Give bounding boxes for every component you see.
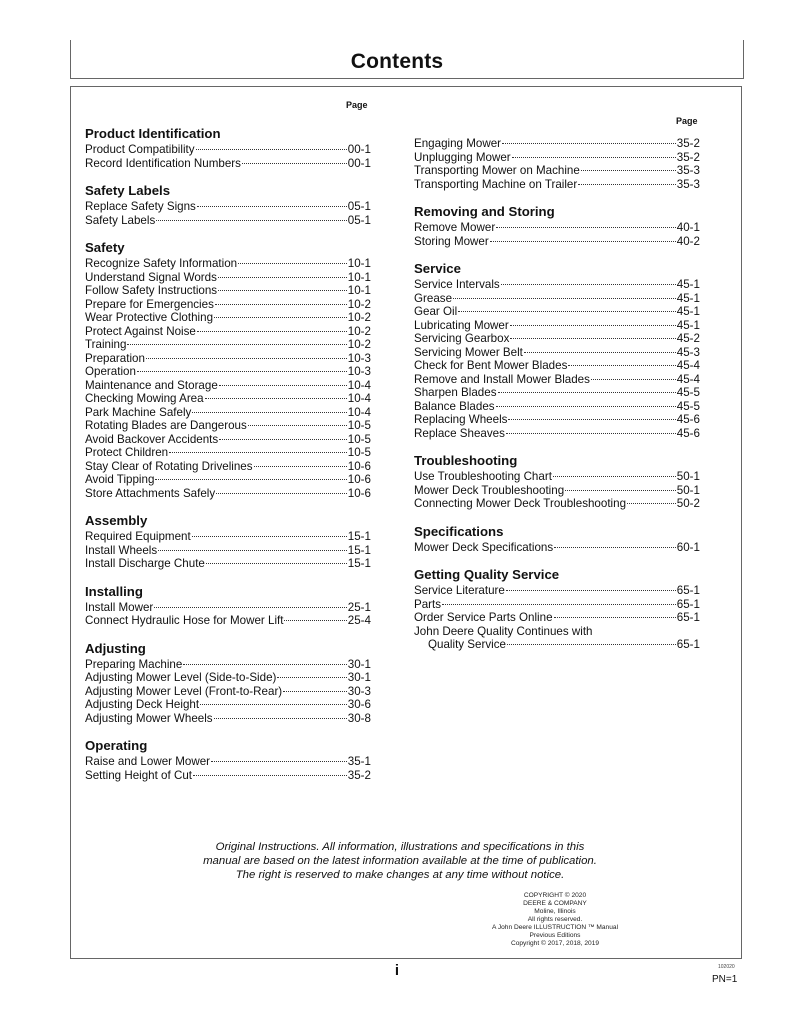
toc-entry-page: 10-2 [347, 311, 371, 324]
dot-leader [214, 317, 347, 318]
dot-leader [565, 490, 676, 491]
toc-entry-page: 45-1 [676, 278, 700, 291]
toc-entry[interactable] [85, 284, 371, 298]
toc-entry[interactable] [85, 406, 371, 420]
dot-leader [155, 479, 346, 480]
toc-entry-page: 30-6 [347, 698, 371, 711]
dot-leader [238, 263, 347, 264]
toc-entry-label: Recognize Safety Information [85, 257, 238, 270]
toc-entry[interactable] [414, 164, 700, 178]
toc-entry-page: 30-3 [347, 684, 371, 698]
toc-entry[interactable] [414, 359, 700, 373]
dot-leader [219, 439, 347, 440]
toc-entry-page: 25-1 [347, 600, 371, 614]
toc-entry[interactable] [85, 143, 371, 157]
dot-leader [510, 338, 675, 339]
toc-entry-label: Avoid Backover Accidents [85, 432, 219, 446]
toc-entry-page: 35-2 [676, 137, 700, 150]
toc-entry-label: Lubricating Mower [414, 318, 509, 332]
toc-section [414, 567, 700, 652]
toc-entry-page: 35-3 [676, 177, 700, 191]
toc-entry-page: 45-6 [676, 426, 700, 440]
toc-entry[interactable] [85, 671, 371, 685]
toc-entry-page: 15-1 [347, 530, 371, 543]
toc-entry-page: 35-3 [676, 164, 700, 177]
toc-entry-label: Preparation [85, 351, 145, 365]
toc-entry-page: 30-1 [347, 671, 371, 684]
dot-leader [218, 277, 347, 278]
dot-leader [496, 227, 676, 228]
dot-leader [284, 620, 346, 621]
toc-entry[interactable] [414, 386, 700, 400]
toc-entry-page: 50-2 [676, 497, 700, 510]
toc-section [85, 126, 371, 170]
copyright-line: A John Deere ILLUSTRUCTION ™ Manual [491, 924, 619, 931]
toc-entry-page: 05-1 [347, 200, 371, 213]
toc-entry-page: 10-3 [347, 365, 371, 378]
toc-entry[interactable] [414, 319, 700, 333]
toc-entry-page: 10-1 [347, 270, 371, 284]
dot-leader [553, 476, 676, 477]
toc-entry-page: 50-1 [676, 483, 700, 497]
toc-entry[interactable] [414, 137, 700, 151]
dot-leader [137, 371, 347, 372]
dot-leader [216, 493, 347, 494]
toc-entry-label: Product Compatibility [85, 143, 195, 156]
dot-leader [490, 241, 676, 242]
toc-section [85, 513, 371, 571]
page-column-label-left: Page [346, 100, 368, 110]
toc-entry-page: 10-1 [347, 284, 371, 297]
toc-entry-label: Preparing Machine [85, 657, 183, 671]
dot-leader [211, 761, 347, 762]
toc-entry[interactable] [414, 292, 700, 306]
section-heading: Product Identification [85, 126, 221, 141]
toc-entry-label: Balance Blades [414, 399, 495, 413]
toc-entry-page: 50-1 [676, 470, 700, 483]
toc-entry-label: Storing Mower [414, 234, 489, 248]
page-column-label-right: Page [676, 116, 698, 126]
section-heading: Troubleshooting [414, 453, 518, 468]
toc-entry-label: Record Identification Numbers [85, 156, 241, 170]
toc-entry-label: Follow Safety Instructions [85, 284, 218, 297]
notice-line: Original Instructions. All information, illustrations and specifications in this [215, 841, 585, 853]
notice-line: The right is reserved to make changes at any time without notice. [235, 869, 565, 881]
toc-entry[interactable] [85, 365, 371, 379]
toc-entry-label: Understand Signal Words [85, 270, 217, 284]
toc-entry-page: 45-5 [676, 386, 700, 399]
dot-leader [192, 412, 346, 413]
toc-entry[interactable] [414, 221, 700, 235]
dot-leader [156, 220, 347, 221]
dot-leader [158, 550, 347, 551]
dot-leader [506, 433, 676, 434]
toc-entry-page: 05-1 [347, 213, 371, 227]
toc-entry[interactable] [414, 346, 700, 360]
toc-section [414, 453, 700, 511]
toc-entry-label: Transporting Machine on Trailer [414, 177, 578, 191]
toc-entry-page: 15-1 [347, 543, 371, 557]
section-heading: Adjusting [85, 640, 146, 656]
toc-section [85, 240, 371, 500]
toc-entry-label: Adjusting Mower Level (Front-to-Rear) [85, 684, 283, 698]
toc-entry-page: 45-1 [676, 291, 700, 305]
toc-entry[interactable] [85, 298, 371, 312]
toc-entry[interactable] [85, 487, 371, 501]
toc-entry-page: 10-5 [347, 432, 371, 446]
dot-leader [442, 604, 676, 605]
toc-entry[interactable] [85, 755, 371, 769]
toc-section [414, 204, 700, 248]
toc-entry-page: 15-1 [347, 557, 371, 570]
toc-entry[interactable] [414, 541, 700, 555]
section-heading: Removing and Storing [414, 204, 555, 219]
toc-entry-label: Replace Safety Signs [85, 200, 196, 213]
dot-leader [127, 344, 346, 345]
toc-entry-label: Grease [414, 291, 453, 305]
toc-entry-page: 10-1 [347, 257, 371, 270]
toc-entry[interactable] [414, 178, 700, 192]
toc-entry-page: 35-1 [347, 755, 371, 768]
toc-entry-label: John Deere Quality Continues with [414, 624, 593, 638]
toc-entry-page: 25-4 [347, 614, 371, 627]
dot-leader [501, 284, 676, 285]
toc-entry-page: 65-1 [676, 597, 700, 611]
toc-section [85, 183, 371, 227]
dot-leader [219, 385, 347, 386]
toc-entry[interactable] [85, 392, 371, 406]
toc-entry-page: 30-1 [347, 657, 371, 671]
toc-entry-page: 00-1 [347, 156, 371, 170]
toc-entry-page: 10-2 [347, 297, 371, 311]
section-heading: Specifications [414, 523, 504, 539]
toc-entry[interactable] [85, 157, 371, 171]
dot-leader [242, 163, 347, 164]
copyright-line: Copyright © 2017, 2018, 2019 [510, 940, 600, 947]
toc-entry-label: Replacing Wheels [414, 413, 508, 426]
toc-entry[interactable] [414, 638, 700, 652]
section-heading: Service [414, 261, 461, 276]
toc-entry[interactable] [85, 712, 371, 726]
dot-leader [183, 664, 346, 665]
toc-entry-label: Check for Bent Mower Blades [414, 359, 568, 372]
dot-leader [193, 775, 347, 776]
toc-entry-label: Rotating Blades are Dangerous [85, 419, 247, 432]
toc-section [414, 524, 700, 555]
section-heading: Assembly [85, 513, 148, 528]
section-heading: Operating [85, 738, 148, 753]
copyright-line: Previous Editions [529, 932, 581, 939]
dot-leader [206, 563, 347, 564]
dot-leader [554, 547, 676, 548]
toc-entry-label: Avoid Tipping [85, 473, 155, 486]
toc-entry-label: Install Wheels [85, 543, 158, 557]
toc-entry-label: Install Discharge Chute [85, 557, 205, 570]
dot-leader [169, 452, 347, 453]
toc-entry[interactable] [414, 470, 700, 484]
toc-entry[interactable] [85, 338, 371, 352]
toc-entry[interactable] [85, 214, 371, 228]
toc-entry[interactable] [85, 460, 371, 474]
toc-entry[interactable] [414, 400, 700, 414]
toc-entry-label: Store Attachments Safely [85, 486, 216, 500]
toc-entry-label: Service Literature [414, 584, 505, 597]
copyright-line: DEERE & COMPANY [523, 900, 587, 907]
toc-entry-label: Raise and Lower Mower [85, 755, 211, 768]
toc-entry[interactable] [414, 413, 700, 427]
notice-line: manual are based on the latest information available at the time of publication. [203, 855, 597, 867]
section-heading: Safety Labels [85, 183, 171, 198]
toc-entry-page: 65-1 [676, 584, 700, 597]
toc-entry[interactable] [414, 305, 700, 319]
toc-entry-label: Setting Height of Cut [85, 768, 192, 782]
toc-entry-page: 10-5 [347, 419, 371, 432]
toc-entry-page: 10-4 [347, 392, 371, 405]
toc-entry[interactable] [414, 373, 700, 387]
toc-entry[interactable] [414, 427, 700, 441]
toc-entry[interactable] [85, 544, 371, 558]
toc-entry[interactable] [85, 446, 371, 460]
dot-leader [627, 503, 676, 504]
toc-entry[interactable] [85, 379, 371, 393]
pn-number: PN=1 [712, 974, 738, 985]
toc-section [85, 641, 371, 726]
toc-entry-page: 45-2 [676, 332, 700, 345]
dot-leader [215, 304, 347, 305]
toc-entry[interactable] [85, 473, 371, 487]
toc-entry-page: 60-1 [676, 540, 700, 554]
toc-entry-label: Adjusting Mower Wheels [85, 711, 213, 725]
copyright-line: All rights reserved. [527, 916, 583, 923]
dot-leader [581, 170, 676, 171]
toc-entry-label: Checking Mowing Area [85, 392, 204, 405]
toc-entry[interactable] [414, 278, 700, 292]
toc-entry-label: Training [85, 338, 127, 351]
toc-entry-label: Replace Sheaves [414, 426, 505, 440]
toc-entry[interactable] [85, 685, 371, 699]
toc-entry-label: Safety Labels [85, 213, 156, 227]
toc-entry-label: Gear Oil [414, 305, 458, 318]
toc-entry-label: Remove and Install Mower Blades [414, 372, 590, 386]
toc-entry-page: 45-5 [676, 399, 700, 413]
toc-entry-page: 45-4 [676, 372, 700, 386]
toc-section [414, 261, 700, 440]
original-instructions-notice [150, 840, 650, 882]
toc-section [85, 738, 371, 782]
toc-entry-label: Adjusting Deck Height [85, 698, 200, 711]
toc-entry-page: 35-2 [347, 768, 371, 782]
toc-entry-page: 30-8 [347, 711, 371, 725]
dot-leader [578, 184, 676, 185]
section-heading: Getting Quality Service [414, 567, 560, 582]
toc-entry-label: Prepare for Emergencies [85, 297, 214, 311]
toc-entry-label: Servicing Mower Belt [414, 345, 523, 359]
dot-leader [196, 149, 347, 150]
toc-entry[interactable] [85, 698, 371, 712]
toc-entry[interactable] [85, 419, 371, 433]
dot-leader [214, 718, 347, 719]
toc-entry[interactable] [85, 271, 371, 285]
copyright-line: COPYRIGHT © 2020 [523, 892, 587, 899]
dot-leader [506, 590, 676, 591]
toc-entry-label: Protect Children [85, 446, 169, 459]
copyright-line: Moline, Illinois [534, 908, 576, 915]
contents-left-column [85, 126, 371, 795]
document-code: 102020 [718, 964, 735, 970]
dot-leader [192, 536, 347, 537]
toc-entry-label: Operation [85, 365, 136, 378]
toc-entry-page: 10-3 [347, 351, 371, 365]
toc-entry-page: 40-2 [676, 234, 700, 248]
toc-entry-label: Unplugging Mower [414, 150, 511, 164]
toc-entry-page: 10-6 [347, 459, 371, 473]
dot-leader [508, 419, 675, 420]
dot-leader [200, 704, 347, 705]
toc-entry[interactable] [85, 257, 371, 271]
toc-entry-page: 40-1 [676, 221, 700, 234]
toc-entry-label: Protect Against Noise [85, 324, 196, 338]
dot-leader [554, 617, 676, 618]
toc-entry-page: 45-1 [676, 318, 700, 332]
dot-leader [498, 392, 676, 393]
dot-leader [218, 290, 347, 291]
toc-entry-page: 45-4 [676, 359, 700, 372]
dot-leader [524, 352, 676, 353]
dot-leader [591, 379, 676, 380]
dot-leader [512, 157, 676, 158]
dot-leader [453, 298, 676, 299]
toc-entry-page: 10-4 [347, 378, 371, 392]
toc-entry-label: Adjusting Mower Level (Side-to-Side) [85, 671, 277, 684]
toc-entry[interactable] [85, 614, 371, 628]
toc-entry[interactable] [414, 598, 700, 612]
toc-entry-label: Servicing Gearbox [414, 332, 510, 345]
dot-leader [146, 358, 347, 359]
toc-entry[interactable] [85, 311, 371, 325]
toc-entry-label: Install Mower [85, 600, 154, 614]
toc-entry-label: Required Equipment [85, 530, 191, 543]
toc-entry-label: Park Machine Safely [85, 405, 192, 419]
dot-leader [283, 691, 347, 692]
toc-entry-label: Transporting Mower on Machine [414, 164, 580, 177]
toc-entry-label: Maintenance and Storage [85, 378, 218, 392]
toc-entry-label: Mower Deck Specifications [414, 540, 554, 554]
section-heading: Safety [85, 240, 125, 255]
toc-entry[interactable] [414, 584, 700, 598]
toc-entry[interactable] [85, 658, 371, 672]
toc-entry[interactable] [414, 235, 700, 249]
dot-leader [507, 644, 676, 645]
dot-leader [154, 607, 346, 608]
page-number: i [394, 962, 400, 979]
toc-entry-page: 65-1 [676, 611, 700, 624]
toc-entry-page: 35-2 [676, 150, 700, 164]
toc-entry-label: Service Intervals [414, 278, 500, 291]
toc-entry-label: Use Troubleshooting Chart [414, 470, 552, 483]
dot-leader [458, 311, 676, 312]
toc-entry-page: 45-6 [676, 413, 700, 426]
toc-entry-page: 10-5 [347, 446, 371, 459]
toc-entry[interactable] [85, 433, 371, 447]
dot-leader [502, 143, 676, 144]
toc-entry-page: 45-3 [676, 345, 700, 359]
toc-entry-label: Stay Clear of Rotating Drivelines [85, 459, 253, 473]
toc-entry-label: Remove Mower [414, 221, 496, 234]
toc-entry[interactable] [85, 601, 371, 615]
toc-entry-label: Parts [414, 597, 442, 611]
toc-entry-label: Sharpen Blades [414, 386, 497, 399]
toc-entry-page: 10-4 [347, 405, 371, 419]
toc-entry-page: 10-2 [347, 324, 371, 338]
toc-entry[interactable] [85, 325, 371, 339]
toc-entry[interactable] [85, 530, 371, 544]
toc-entry-label: Wear Protective Clothing [85, 311, 214, 324]
toc-entry-label: Mower Deck Troubleshooting [414, 483, 565, 497]
toc-entry[interactable] [414, 484, 700, 498]
toc-entry[interactable] [414, 151, 700, 165]
toc-entry-label: Engaging Mower [414, 137, 502, 150]
contents-right-column [414, 137, 700, 665]
toc-entry[interactable] [414, 332, 700, 346]
page-title: Contents [350, 50, 444, 73]
toc-entry-page: 10-6 [347, 473, 371, 486]
toc-entry-page: 10-2 [347, 338, 371, 351]
section-heading: Installing [85, 583, 143, 599]
dot-leader [205, 398, 347, 399]
dot-leader [197, 206, 347, 207]
toc-entry-label: Connect Hydraulic Hose for Mower Lift [85, 614, 284, 627]
toc-entry-page: 45-1 [676, 305, 700, 318]
toc-entry-page: 65-1 [676, 638, 700, 651]
dot-leader [277, 677, 346, 678]
dot-leader [248, 425, 347, 426]
dot-leader [197, 331, 347, 332]
toc-entry[interactable] [414, 497, 700, 511]
toc-entry-label: Order Service Parts Online [414, 611, 553, 624]
dot-leader [568, 365, 675, 366]
toc-entry[interactable] [414, 611, 700, 625]
toc-section [414, 137, 700, 191]
dot-leader [496, 406, 676, 407]
toc-entry[interactable] [85, 557, 371, 571]
toc-section [85, 584, 371, 628]
toc-entry[interactable] [85, 200, 371, 214]
dot-leader [510, 325, 676, 326]
copyright-block [470, 892, 640, 948]
toc-entry-page: 00-1 [347, 143, 371, 156]
toc-entry[interactable] [85, 352, 371, 366]
dot-leader [254, 466, 347, 467]
toc-entry[interactable] [85, 769, 371, 783]
toc-entry-label: Connecting Mower Deck Troubleshooting [414, 497, 627, 510]
toc-entry-label: Quality Service [428, 638, 506, 651]
toc-entry-page: 10-6 [347, 486, 371, 500]
